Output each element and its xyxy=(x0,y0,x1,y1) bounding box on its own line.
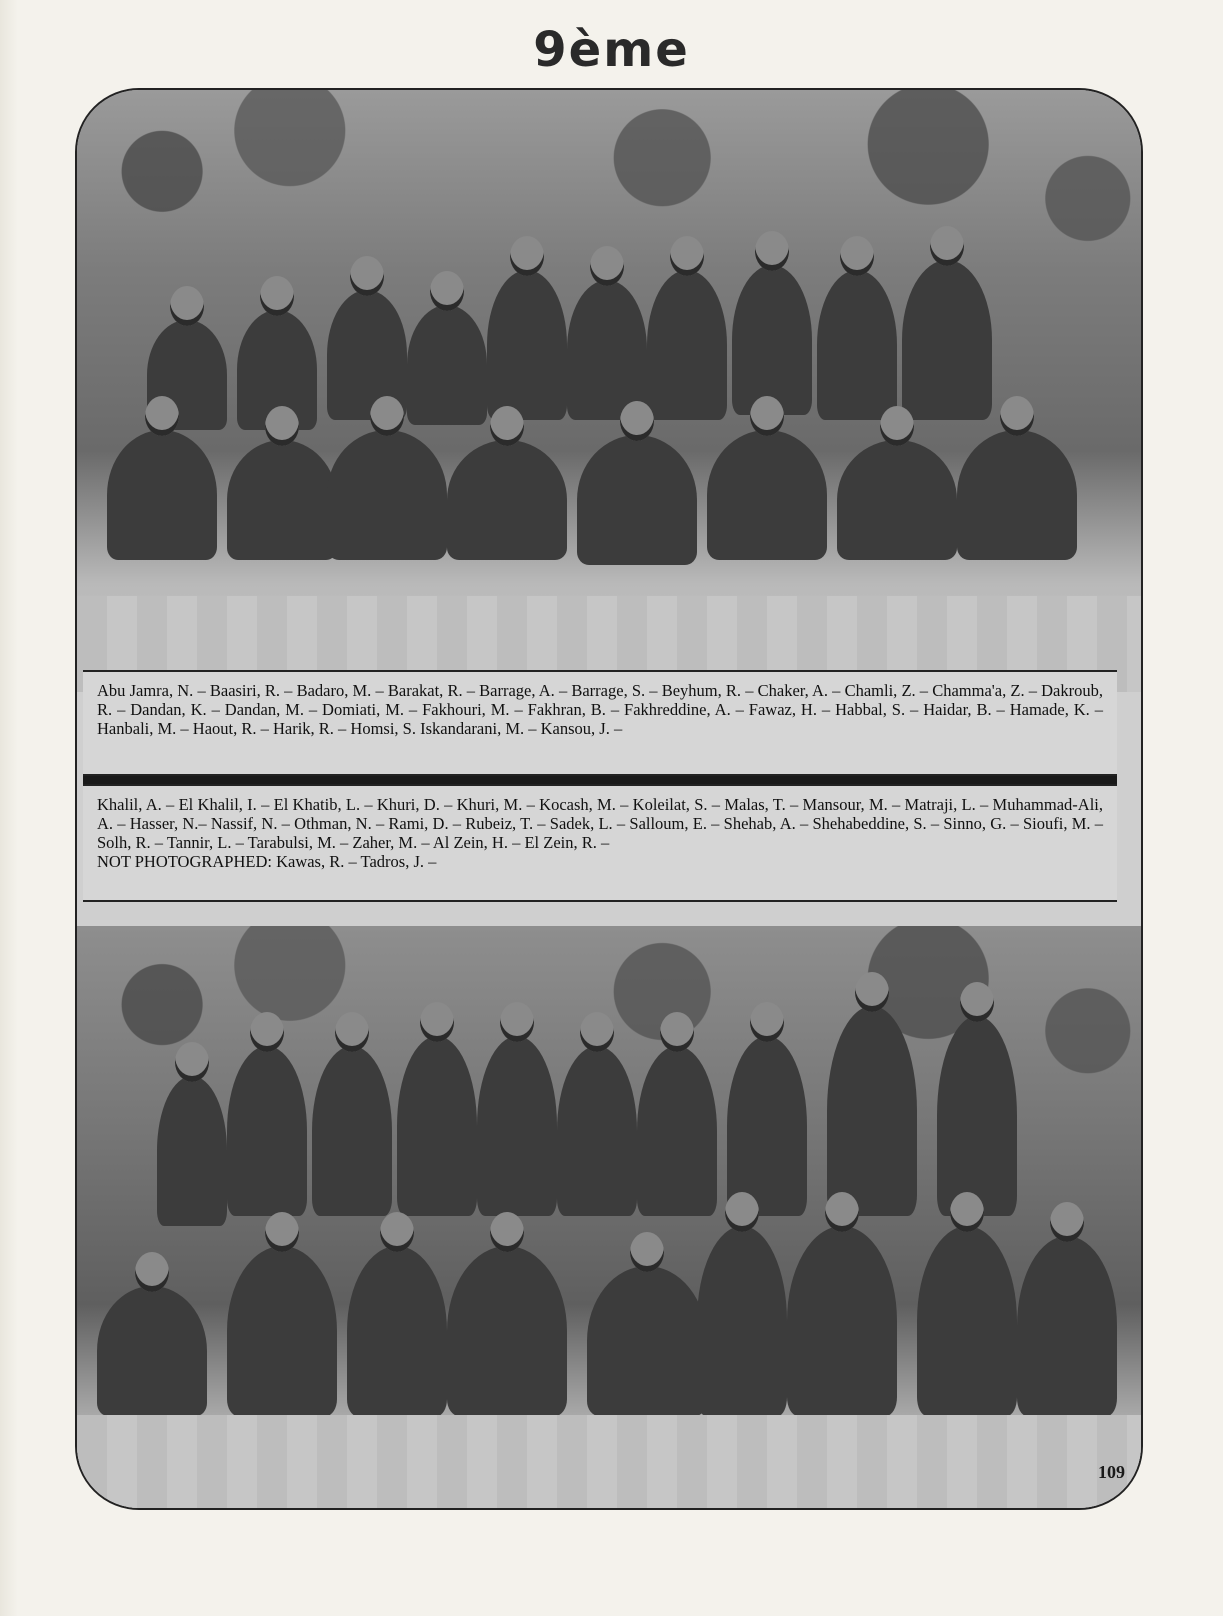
student-figure xyxy=(407,305,487,425)
student-figure xyxy=(447,1246,567,1416)
student-figure xyxy=(787,1226,897,1416)
caption-bottom xyxy=(83,784,1117,902)
student-figure xyxy=(637,1046,717,1216)
student-figure xyxy=(487,270,567,420)
page-title: 9ème xyxy=(533,22,690,78)
student-figure xyxy=(917,1226,1017,1416)
student-figure xyxy=(567,280,647,420)
page-number: 109 xyxy=(1098,1462,1125,1482)
page-edge xyxy=(0,0,18,1616)
student-figure xyxy=(107,430,217,560)
student-figure xyxy=(707,430,827,560)
caption-top-text: Abu Jamra, N. – Baasiri, R. – Badaro, M. – Barakat, R. – Barrage, A. – Barrage, S. – Beyhum, R. – Chaker, A. – Chamli, Z. – Chamma'a, Z. – Dakroub, R. – Dandan, K. – Dandan, M. – Domiati, M. – Fakhouri, M. – Fakhran, B. – Fakhreddine, A. – Fawaz, H. – Habbal, S. – Haidar, B. – Hamade, K. – Hanbali, M. – Haout, R. – Harik, R. – Homsi, S. Iskandarani, M. – Kansou, J. – xyxy=(97,681,1103,738)
student-figure xyxy=(727,1036,807,1216)
student-figure xyxy=(902,260,992,420)
student-figure xyxy=(227,1046,307,1216)
caption-top xyxy=(83,670,1117,776)
student-figure xyxy=(732,265,812,415)
student-figure xyxy=(557,1046,637,1216)
student-figure xyxy=(312,1046,392,1216)
student-figure xyxy=(477,1036,557,1216)
student-figure xyxy=(347,1246,447,1416)
class-photo-bottom xyxy=(77,926,1141,1508)
ground xyxy=(77,1415,1141,1508)
not-photographed-text: NOT PHOTOGRAPHED: Kawas, R. – Tadros, J. – xyxy=(97,852,437,871)
student-figure xyxy=(227,440,337,560)
student-figure xyxy=(157,1076,227,1226)
student-figure xyxy=(837,440,957,560)
caption-divider xyxy=(83,776,1117,784)
photo-frame xyxy=(75,88,1143,1510)
student-figure xyxy=(697,1226,787,1416)
student-figure xyxy=(327,430,447,560)
student-figure xyxy=(647,270,727,420)
student-figure xyxy=(227,1246,337,1416)
student-figure xyxy=(937,1016,1017,1216)
student-figure xyxy=(817,270,897,420)
caption-bottom-text: Khalil, A. – El Khalil, I. – El Khatib, L. – Khuri, D. – Khuri, M. – Kocash, M. – Koleilat, S. – Malas, T. – Mansour, M. – Matraji, L. – Muhammad-Ali, A. – Hasser, N.– Nassif, N. – Othman, N. – Rami, D. – Rubeiz, T. – Sadek, L. – Salloum, E. – Shehab, A. – Shehabeddine, S. – Sinno, G. – Sioufi, M. – Solh, R. – Tannir, L. – Tarabulsi, M. – Zaher, M. – Al Zein, H. – El Zein, R. – xyxy=(97,795,1103,852)
student-figure xyxy=(577,435,697,565)
student-figure xyxy=(97,1286,207,1416)
student-figure xyxy=(957,430,1077,560)
student-figure xyxy=(827,1006,917,1216)
student-figure xyxy=(447,440,567,560)
student-figure xyxy=(397,1036,477,1216)
class-photo-top xyxy=(77,90,1141,692)
student-figure xyxy=(587,1266,707,1416)
student-figure xyxy=(1017,1236,1117,1416)
